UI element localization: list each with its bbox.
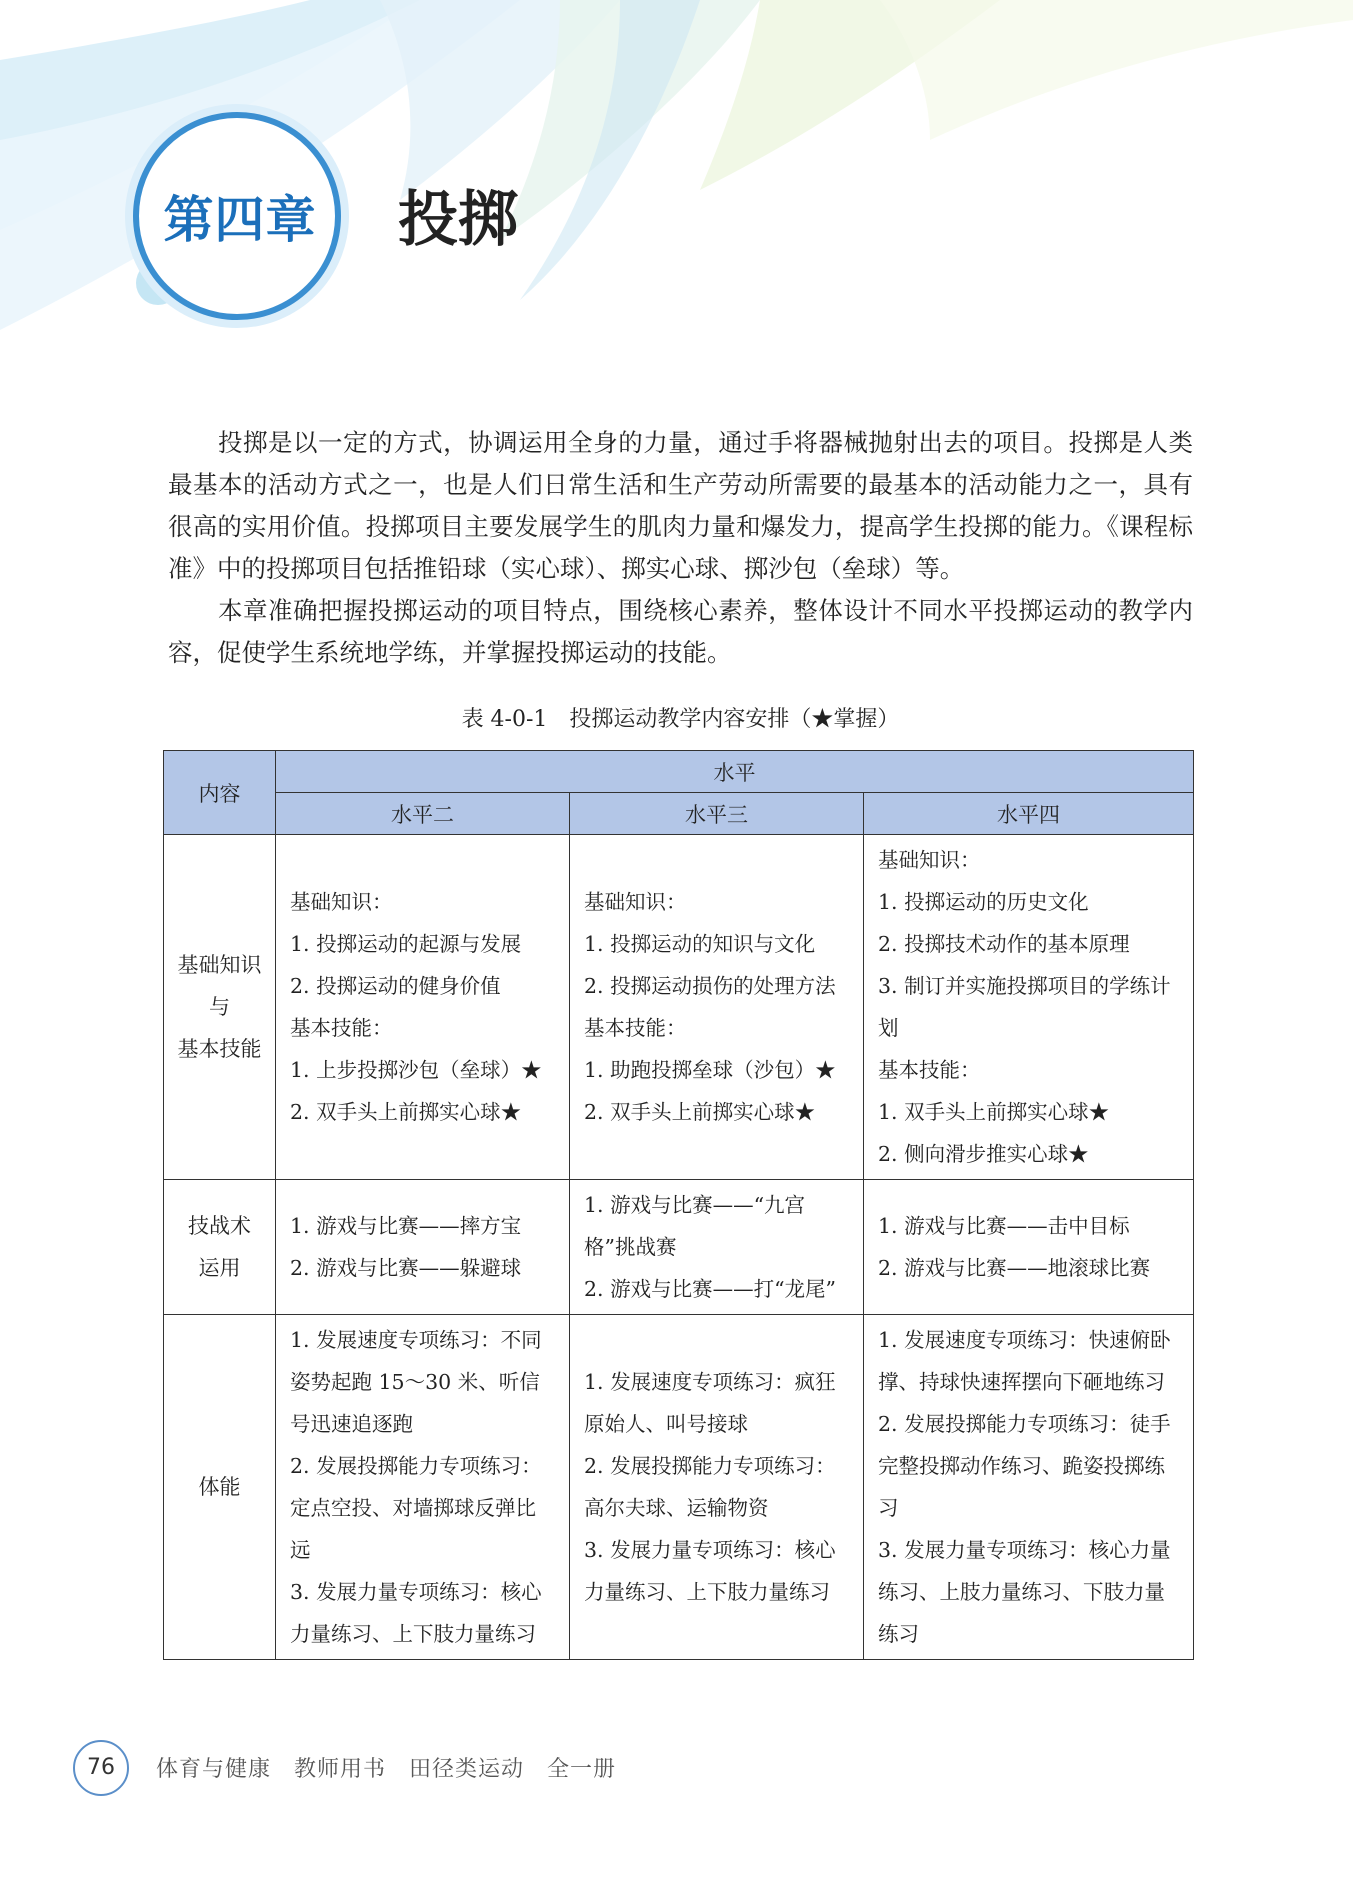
cell-line: 2. 游戏与比赛——打“龙尾” <box>584 1277 837 1301</box>
cell-line: 2. 投掷运动的健身价值 <box>290 974 501 998</box>
header-level-4: 水平四 <box>864 793 1194 835</box>
cell-line: 基本技能： <box>584 1016 687 1040</box>
cell-line: 1. 发展速度专项练习：快速俯卧撑、持球快速挥摆向下砸地练习 <box>878 1328 1171 1394</box>
cell-line: 2. 发展投掷能力专项练习：高尔夫球、运输物资 <box>584 1454 836 1520</box>
teaching-content-table <box>163 750 1194 1660</box>
header-level-3: 水平三 <box>570 793 864 835</box>
cell-line: 3. 发展力量专项练习：核心力量练习、上肢力量练习、下肢力量练习 <box>878 1538 1171 1646</box>
cell-line: 1. 投掷运动的起源与发展 <box>290 932 522 956</box>
row-label-line: 基本技能 <box>177 1037 262 1061</box>
row-label-line: 技战术 <box>188 1214 251 1238</box>
cell-line: 基本技能： <box>290 1016 393 1040</box>
table-body <box>164 835 1194 1660</box>
row-label-line: 与 <box>209 995 230 1019</box>
cell-line: 基础知识： <box>584 890 687 914</box>
row-label-line: 基础知识 <box>177 953 262 977</box>
cell-line: 3. 制订并实施投掷项目的学练计划 <box>878 974 1171 1040</box>
cell-line: 2. 双手头上前掷实心球★ <box>584 1100 816 1124</box>
header-level-2: 水平二 <box>276 793 570 835</box>
cell-line: 1. 发展速度专项练习：疯狂原始人、叫号接球 <box>584 1370 836 1436</box>
fitness-row <box>164 1315 1194 1660</box>
page-number: 76 <box>73 1740 129 1796</box>
chapter-title: 投掷 <box>398 185 518 255</box>
cell-line: 2. 投掷运动损伤的处理方法 <box>584 974 836 998</box>
cell-line: 基本技能： <box>878 1058 981 1082</box>
cell-line: 基础知识： <box>878 848 981 872</box>
table-cell <box>276 1315 570 1660</box>
cell-line: 1. 投掷运动的历史文化 <box>878 890 1089 914</box>
table-cell <box>570 1315 864 1660</box>
cell-line: 1. 游戏与比赛——摔方宝 <box>290 1214 522 1238</box>
intro-paragraph-1: 投掷是以一定的方式，协调运用全身的力量，通过手将器械抛射出去的项目。投掷是人类最基本的活动方式之一，也是人们日常生活和生产劳动所需要的最基本的活动能力之一，具有很高的实用价值。投掷项目主要发展学生的肌肉力量和爆发力，提高学生投掷的能力。《课程标准》中的投掷项目包括推铅球（实心球）、掷实心球、掷沙包（垒球）等。 <box>168 428 1193 583</box>
row-label-line: 体能 <box>198 1475 241 1499</box>
cell-line: 2. 双手头上前掷实心球★ <box>290 1100 522 1124</box>
table-cell <box>570 835 864 1180</box>
table-cell <box>864 1180 1194 1315</box>
cell-line: 3. 发展力量专项练习：核心力量练习、上下肢力量练习 <box>584 1538 836 1604</box>
footer-book-title: 体育与健康 教师用书 田径类运动 全一册 <box>156 1757 617 1782</box>
chapter-label: 第四章 <box>163 191 317 249</box>
tactics-row <box>164 1180 1194 1315</box>
cell-line: 1. 双手头上前掷实心球★ <box>878 1100 1110 1124</box>
cell-line: 2. 游戏与比赛——躲避球 <box>290 1256 522 1280</box>
cell-line: 1. 游戏与比赛——“九宫格”挑战赛 <box>584 1193 806 1259</box>
header-content: 内容 <box>164 751 276 835</box>
cell-line: 3. 发展力量专项练习：核心力量练习、上下肢力量练习 <box>290 1580 542 1646</box>
cell-line: 2. 发展投掷能力专项练习：徒手完整投掷动作练习、跪姿投掷练习 <box>878 1412 1171 1520</box>
table-cell <box>570 1180 864 1315</box>
cell-line: 1. 助跑投掷垒球（沙包）★ <box>584 1058 836 1082</box>
header-level: 水平 <box>276 751 1194 793</box>
table-cell <box>864 1315 1194 1660</box>
cell-line: 2. 投掷技术动作的基本原理 <box>878 932 1130 956</box>
row-label <box>164 1180 276 1315</box>
cell-line: 2. 发展投掷能力专项练习：定点空投、对墙掷球反弹比远 <box>290 1454 542 1562</box>
cell-line: 基础知识： <box>290 890 393 914</box>
cell-line: 1. 游戏与比赛——击中目标 <box>878 1214 1130 1238</box>
cell-line: 2. 侧向滑步推实心球★ <box>878 1142 1089 1166</box>
intro-paragraph-2: 本章准确把握投掷运动的项目特点，围绕核心素养，整体设计不同水平投掷运动的教学内容，促使学生系统地学练，并掌握投掷运动的技能。 <box>168 596 1193 667</box>
table-cell <box>276 835 570 1180</box>
table-caption: 表 4-0-1 投掷运动教学内容安排（★掌握） <box>461 707 900 732</box>
cell-line: 2. 游戏与比赛——地滚球比赛 <box>878 1256 1151 1280</box>
row-label <box>164 1315 276 1660</box>
cell-line: 1. 发展速度专项练习：不同姿势起跑 15～30 米、听信号迅速追逐跑 <box>290 1328 542 1436</box>
table-cell <box>276 1180 570 1315</box>
cell-line: 1. 上步投掷沙包（垒球）★ <box>290 1058 542 1082</box>
basic-knowledge-row <box>164 835 1194 1180</box>
cell-line: 1. 投掷运动的知识与文化 <box>584 932 816 956</box>
row-label <box>164 835 276 1180</box>
row-label-line: 运用 <box>198 1256 241 1280</box>
table-cell <box>864 835 1194 1180</box>
